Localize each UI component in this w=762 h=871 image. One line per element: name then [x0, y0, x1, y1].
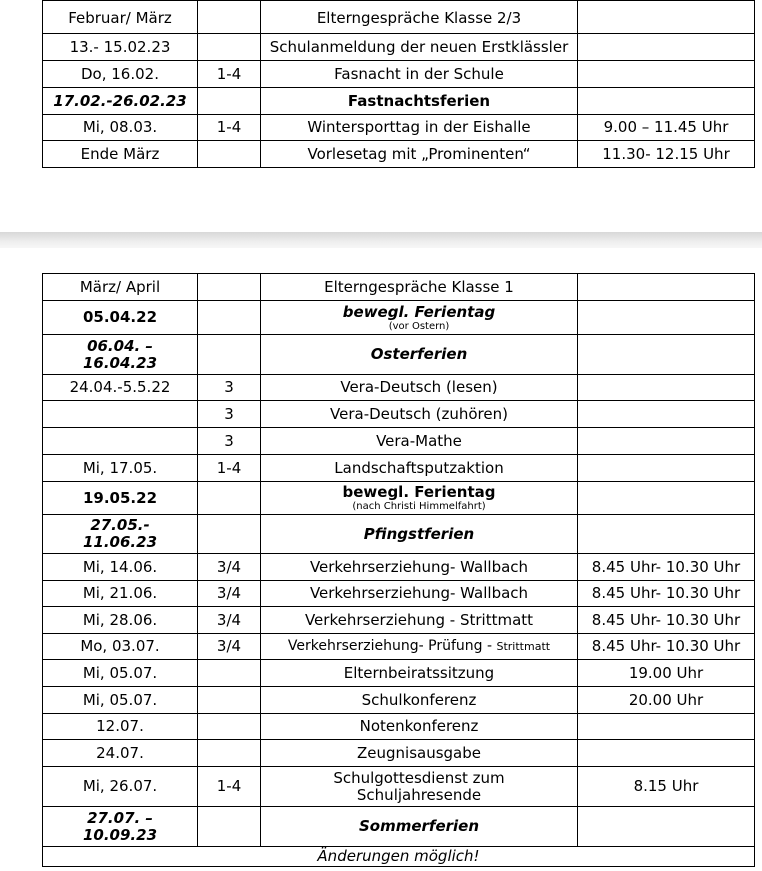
date-cell: 06.04. – 16.04.23 [43, 335, 198, 375]
class-cell [198, 141, 261, 168]
table-row [43, 375, 755, 401]
class-cell: 3 [198, 375, 261, 401]
class-cell: 1-4 [198, 115, 261, 141]
time-cell [578, 34, 755, 61]
date-cell: 24.04.-5.5.22 [43, 375, 198, 401]
event-cell: Elternbeiratssitzung [261, 660, 578, 687]
event-label: bewegl. Ferientag [342, 483, 496, 501]
event-cell: Fasnacht in der Schule [261, 61, 578, 88]
event-cell: Schulgottesdienst zum Schuljahresende [261, 767, 578, 807]
date-cell: 13.- 15.02.23 [43, 34, 198, 61]
footer-note: Änderungen möglich! [43, 847, 755, 867]
class-cell [198, 335, 261, 375]
event-cell: Elterngespräche Klasse 1 [261, 274, 578, 301]
event-cell: Sommerferien [261, 807, 578, 847]
table-row [43, 1, 755, 34]
schedule-table-bottom [42, 273, 755, 867]
class-cell: 3 [198, 428, 261, 455]
event-cell: Vorlesetag mit „Prominenten“ [261, 141, 578, 168]
date-cell: 17.02.-26.02.23 [43, 88, 198, 115]
table-row [43, 428, 755, 455]
date-cell: 05.04.22 [43, 301, 198, 335]
event-cell: Osterferien [261, 335, 578, 375]
event-note: (vor Ostern) [388, 320, 450, 332]
class-cell [198, 714, 261, 740]
event-cell: Wintersporttag in der Eishalle [261, 115, 578, 141]
class-cell: 3 [198, 401, 261, 428]
time-cell: 20.00 Uhr [578, 687, 755, 714]
event-cell: Schulanmeldung der neuen Erstklässler [261, 34, 578, 61]
time-cell [578, 88, 755, 115]
date-cell: Mi, 14.06. [43, 554, 198, 581]
date-cell: 19.05.22 [43, 482, 198, 515]
event-cell: Vera-Deutsch (zuhören) [261, 401, 578, 428]
event-cell: Zeugnisausgabe [261, 740, 578, 767]
event-cell: Verkehrserziehung- Wallbach [261, 554, 578, 581]
time-cell: 11.30- 12.15 Uhr [578, 141, 755, 168]
event-cell: Schulkonferenz [261, 687, 578, 714]
class-cell [198, 687, 261, 714]
date-cell: Februar/ März [43, 1, 198, 34]
date-cell: Ende März [43, 141, 198, 168]
event-cell: Pfingstferien [261, 515, 578, 554]
class-cell [198, 274, 261, 301]
class-cell: 1-4 [198, 455, 261, 482]
date-cell: 24.07. [43, 740, 198, 767]
class-cell: 3/4 [198, 554, 261, 581]
class-cell: 1-4 [198, 767, 261, 807]
date-cell: Mi, 26.07. [43, 767, 198, 807]
time-cell: 8.15 Uhr [578, 767, 755, 807]
date-cell: 27.05.- 11.06.23 [43, 515, 198, 554]
schedule-table-top [42, 0, 755, 168]
date-cell: 27.07. – 10.09.23 [43, 807, 198, 847]
page-separator [0, 232, 762, 248]
class-cell [198, 807, 261, 847]
class-cell [198, 88, 261, 115]
time-cell [578, 482, 755, 515]
class-cell [198, 34, 261, 61]
class-cell [198, 515, 261, 554]
time-cell: 8.45 Uhr- 10.30 Uhr [578, 607, 755, 634]
date-cell: März/ April [43, 274, 198, 301]
table-row [43, 115, 755, 141]
table-row [43, 660, 755, 687]
event-label: Verkehrserziehung- Prüfung - [287, 638, 493, 654]
table-row [43, 581, 755, 607]
event-cell: Elterngespräche Klasse 2/3 [261, 1, 578, 34]
table-row [43, 34, 755, 61]
table-row [43, 847, 755, 867]
event-cell: Verkehrserziehung - Strittmatt [261, 607, 578, 634]
table-row [43, 515, 755, 554]
time-cell [578, 807, 755, 847]
class-cell [198, 660, 261, 687]
event-label: bewegl. Ferientag [342, 302, 496, 321]
event-cell: Verkehrserziehung- Wallbach [261, 581, 578, 607]
time-cell [578, 714, 755, 740]
time-cell: 19.00 Uhr [578, 660, 755, 687]
class-cell [198, 740, 261, 767]
event-cell: Vera-Deutsch (lesen) [261, 375, 578, 401]
date-cell: Mi, 05.07. [43, 687, 198, 714]
event-location: Strittmatt [496, 640, 551, 653]
date-cell: Do, 16.02. [43, 61, 198, 88]
table-row [43, 141, 755, 168]
time-cell [578, 61, 755, 88]
table-row [43, 401, 755, 428]
table-row [43, 61, 755, 88]
time-cell [578, 515, 755, 554]
event-cell: Notenkonferenz [261, 714, 578, 740]
event-cell [261, 634, 578, 660]
table-row [43, 554, 755, 581]
event-note: (nach Christi Himmelfahrt) [352, 501, 486, 512]
date-cell: Mo, 03.07. [43, 634, 198, 660]
event-cell: Vera-Mathe [261, 428, 578, 455]
class-cell [198, 482, 261, 515]
date-cell [43, 401, 198, 428]
time-cell [578, 301, 755, 335]
date-cell: Mi, 17.05. [43, 455, 198, 482]
table-row [43, 455, 755, 482]
table-row [43, 767, 755, 807]
table-row [43, 88, 755, 115]
table-row [43, 274, 755, 301]
time-cell [578, 428, 755, 455]
event-cell [261, 301, 578, 335]
table-row [43, 482, 755, 515]
date-cell: Mi, 28.06. [43, 607, 198, 634]
time-cell [578, 335, 755, 375]
time-cell [578, 1, 755, 34]
class-cell: 3/4 [198, 581, 261, 607]
class-cell: 3/4 [198, 634, 261, 660]
class-cell: 1-4 [198, 61, 261, 88]
date-cell: Mi, 08.03. [43, 115, 198, 141]
table-row [43, 807, 755, 847]
date-cell: Mi, 21.06. [43, 581, 198, 607]
time-cell [578, 455, 755, 482]
table-row [43, 687, 755, 714]
table-row [43, 607, 755, 634]
time-cell: 8.45 Uhr- 10.30 Uhr [578, 581, 755, 607]
date-cell [43, 428, 198, 455]
table-row [43, 740, 755, 767]
time-cell [578, 401, 755, 428]
time-cell [578, 375, 755, 401]
date-cell: Mi, 05.07. [43, 660, 198, 687]
table-row [43, 714, 755, 740]
table-row [43, 335, 755, 375]
table-row [43, 301, 755, 335]
event-cell [261, 482, 578, 515]
class-cell [198, 1, 261, 34]
table-row [43, 634, 755, 660]
time-cell: 8.45 Uhr- 10.30 Uhr [578, 634, 755, 660]
class-cell: 3/4 [198, 607, 261, 634]
time-cell [578, 274, 755, 301]
time-cell [578, 740, 755, 767]
event-cell: Landschaftsputzaktion [261, 455, 578, 482]
date-cell: 12.07. [43, 714, 198, 740]
event-cell: Fastnachtsferien [261, 88, 578, 115]
time-cell: 8.45 Uhr- 10.30 Uhr [578, 554, 755, 581]
class-cell [198, 301, 261, 335]
time-cell: 9.00 – 11.45 Uhr [578, 115, 755, 141]
